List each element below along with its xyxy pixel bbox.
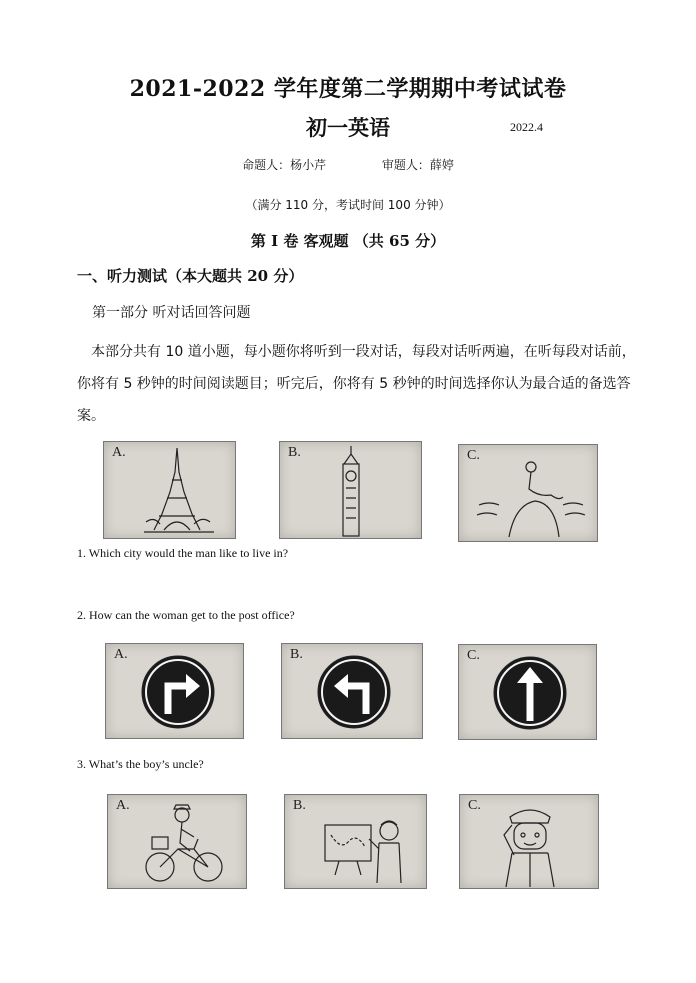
- option-label: C.: [467, 448, 480, 463]
- go-straight-sign-icon: [459, 645, 596, 739]
- turn-right-sign-icon: [106, 644, 243, 738]
- author-label: 命题人：杨小芹: [242, 158, 327, 172]
- option-1c-image[interactable]: [458, 444, 598, 542]
- option-label: A.: [114, 647, 128, 662]
- option-2a-image[interactable]: [105, 643, 244, 739]
- option-label: B.: [290, 647, 303, 662]
- soldier-salute-icon: [460, 795, 598, 888]
- option-3c-image[interactable]: [459, 794, 599, 889]
- little-mermaid-icon: [459, 445, 597, 541]
- score-info: （满分 110 分，考试时间 100 分钟）: [245, 198, 451, 212]
- option-3a-image[interactable]: [107, 794, 247, 889]
- exam-date: 2022.4: [510, 120, 543, 134]
- option-label: C.: [467, 648, 480, 663]
- eiffel-tower-icon: [104, 442, 235, 538]
- option-label: B.: [293, 798, 306, 813]
- reviewer-label: 审题人：薛婷: [381, 158, 454, 172]
- question-1: 1. Which city would the man like to live in?: [77, 546, 289, 560]
- part-heading: 一、听力测试（本大题共 20 分）: [77, 267, 304, 285]
- option-2c-image[interactable]: [458, 644, 597, 740]
- big-ben-icon: [280, 442, 421, 538]
- author-line: [0, 156, 696, 173]
- question-2: 2. How can the woman get to the post office?: [77, 608, 295, 622]
- option-1a-image[interactable]: [103, 441, 236, 539]
- teacher-at-board-icon: [285, 795, 426, 888]
- part-subheading: 第一部分 听对话回答问题: [92, 305, 251, 321]
- exam-subject: 初一英语: [306, 115, 390, 140]
- instructions: 本部分共有 10 道小题，每小题你将听到一段对话，每段对话听两遍，在听每段对话前，你将有 5 秒钟的时间阅读题目；听完后，你将有 5 秒钟的时间选择你认为最合适的备选答案。: [77, 344, 636, 424]
- option-label: A.: [116, 798, 130, 813]
- postman-on-bike-icon: [108, 795, 246, 888]
- turn-left-sign-icon: [282, 644, 422, 738]
- option-label: B.: [288, 445, 301, 460]
- section-title: 第 I 卷 客观题 （共 65 分）: [250, 232, 446, 250]
- option-label: A.: [112, 445, 126, 460]
- option-2b-image[interactable]: [281, 643, 423, 739]
- option-1b-image[interactable]: [279, 441, 422, 539]
- exam-title: 2021-2022 学年度第二学期期中考试试卷: [129, 76, 567, 102]
- option-3b-image[interactable]: [284, 794, 427, 889]
- option-label: C.: [468, 798, 481, 813]
- question-3: 3. What’s the boy’s uncle?: [77, 757, 204, 771]
